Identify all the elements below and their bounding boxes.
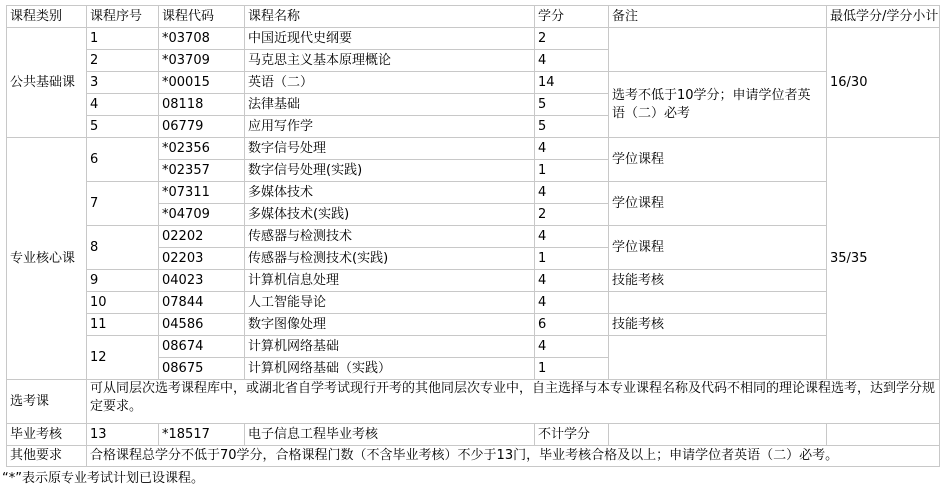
note-cell [609, 292, 827, 314]
table-row [7, 424, 940, 446]
name-cell: 数字信号处理 [245, 138, 535, 160]
table-row [7, 314, 940, 336]
code-cell: *07311 [159, 182, 245, 204]
note-cell: 学位课程 [609, 138, 827, 182]
table-row [7, 72, 940, 94]
category-cell: 公共基础课 [7, 28, 87, 138]
code-cell: 06779 [159, 116, 245, 138]
credit-cell: 2 [535, 28, 609, 50]
note-cell: 选考不低于10学分；申请学位者英语（二）必考 [609, 72, 827, 138]
name-cell: 多媒体技术(实践) [245, 204, 535, 226]
table-row [7, 336, 940, 358]
name-cell: 人工智能导论 [245, 292, 535, 314]
credit-cell: 5 [535, 116, 609, 138]
credit-cell: 4 [535, 270, 609, 292]
category-cell: 专业核心课 [7, 138, 87, 380]
header-seq: 课程序号 [87, 6, 159, 28]
note-cell: 技能考核 [609, 270, 827, 292]
header-note: 备注 [609, 6, 827, 28]
table-row [7, 380, 940, 424]
name-cell: 计算机网络基础（实践） [245, 358, 535, 380]
credit-cell: 1 [535, 248, 609, 270]
seq-cell: 1 [87, 28, 159, 50]
subtotal-cell: 16/30 [827, 28, 940, 138]
subtotal-cell: 35/35 [827, 138, 940, 380]
code-cell: 08675 [159, 358, 245, 380]
seq-cell: 3 [87, 72, 159, 94]
category-cell: 选考课 [7, 380, 87, 424]
header-code: 课程代码 [159, 6, 245, 28]
credit-cell: 4 [535, 226, 609, 248]
seq-cell: 4 [87, 94, 159, 116]
table-body [7, 6, 940, 467]
name-cell: 马克思主义基本原理概论 [245, 50, 535, 72]
credit-cell: 6 [535, 314, 609, 336]
elective-text: 可从同层次选考课程库中，或湖北省自学考试现行开考的其他同层次专业中，自主选择与本专业课程名称及代码不相同的理论课程选考，达到学分规定要求。 [87, 380, 940, 424]
seq-cell: 11 [87, 314, 159, 336]
seq-cell: 9 [87, 270, 159, 292]
credit-cell: 4 [535, 182, 609, 204]
credit-cell: 4 [535, 292, 609, 314]
table-row [7, 226, 940, 248]
seq-cell: 13 [87, 424, 159, 446]
seq-cell: 8 [87, 226, 159, 270]
name-cell: 数字图像处理 [245, 314, 535, 336]
name-cell: 电子信息工程毕业考核 [245, 424, 535, 446]
other-text: 合格课程总学分不低于70学分，合格课程门数（不含毕业考核）不少于13门，毕业考核合格及以上；申请学位者英语（二）必考。 [87, 446, 940, 467]
table-row [7, 292, 940, 314]
note-cell: 学位课程 [609, 226, 827, 270]
name-cell: 传感器与检测技术 [245, 226, 535, 248]
seq-cell: 6 [87, 138, 159, 182]
seq-cell: 7 [87, 182, 159, 226]
subtotal-cell [827, 424, 940, 446]
name-cell: 数字信号处理(实践) [245, 160, 535, 182]
name-cell: 计算机网络基础 [245, 336, 535, 358]
name-cell: 应用写作学 [245, 116, 535, 138]
code-cell: 08118 [159, 94, 245, 116]
header-row [7, 6, 940, 28]
table-row [7, 138, 940, 160]
credit-cell: 5 [535, 94, 609, 116]
name-cell: 英语（二） [245, 72, 535, 94]
name-cell: 多媒体技术 [245, 182, 535, 204]
code-cell: *03708 [159, 28, 245, 50]
category-cell: 其他要求 [7, 446, 87, 467]
credit-cell: 4 [535, 50, 609, 72]
header-credit: 学分 [535, 6, 609, 28]
name-cell: 计算机信息处理 [245, 270, 535, 292]
code-cell: *18517 [159, 424, 245, 446]
credit-cell: 1 [535, 358, 609, 380]
note-cell [609, 424, 827, 446]
table-row [7, 28, 940, 50]
header-subtotal: 最低学分/学分小计 [827, 6, 940, 28]
seq-cell: 2 [87, 50, 159, 72]
seq-cell: 5 [87, 116, 159, 138]
code-cell: 02203 [159, 248, 245, 270]
name-cell: 法律基础 [245, 94, 535, 116]
code-cell: *02357 [159, 160, 245, 182]
credit-cell: 4 [535, 138, 609, 160]
course-plan-table [6, 5, 940, 467]
header-category: 课程类别 [7, 6, 87, 28]
name-cell: 传感器与检测技术(实践) [245, 248, 535, 270]
code-cell: 04023 [159, 270, 245, 292]
seq-cell: 12 [87, 336, 159, 380]
code-cell: 02202 [159, 226, 245, 248]
footnote: “*”表示原专业考试计划已设课程。 [2, 471, 204, 486]
code-cell: *04709 [159, 204, 245, 226]
credit-cell: 14 [535, 72, 609, 94]
code-cell: 04586 [159, 314, 245, 336]
note-cell: 技能考核 [609, 314, 827, 336]
note-cell [609, 28, 827, 72]
credit-cell: 4 [535, 336, 609, 358]
code-cell: 08674 [159, 336, 245, 358]
table-row [7, 270, 940, 292]
credit-cell: 2 [535, 204, 609, 226]
code-cell: *03709 [159, 50, 245, 72]
name-cell: 中国近现代史纲要 [245, 28, 535, 50]
category-cell: 毕业考核 [7, 424, 87, 446]
code-cell: 07844 [159, 292, 245, 314]
credit-cell: 不计学分 [535, 424, 609, 446]
credit-cell: 1 [535, 160, 609, 182]
header-name: 课程名称 [245, 6, 535, 28]
table-row [7, 182, 940, 204]
note-cell [609, 336, 827, 380]
code-cell: *00015 [159, 72, 245, 94]
table-row [7, 446, 940, 467]
code-cell: *02356 [159, 138, 245, 160]
seq-cell: 10 [87, 292, 159, 314]
note-cell: 学位课程 [609, 182, 827, 226]
